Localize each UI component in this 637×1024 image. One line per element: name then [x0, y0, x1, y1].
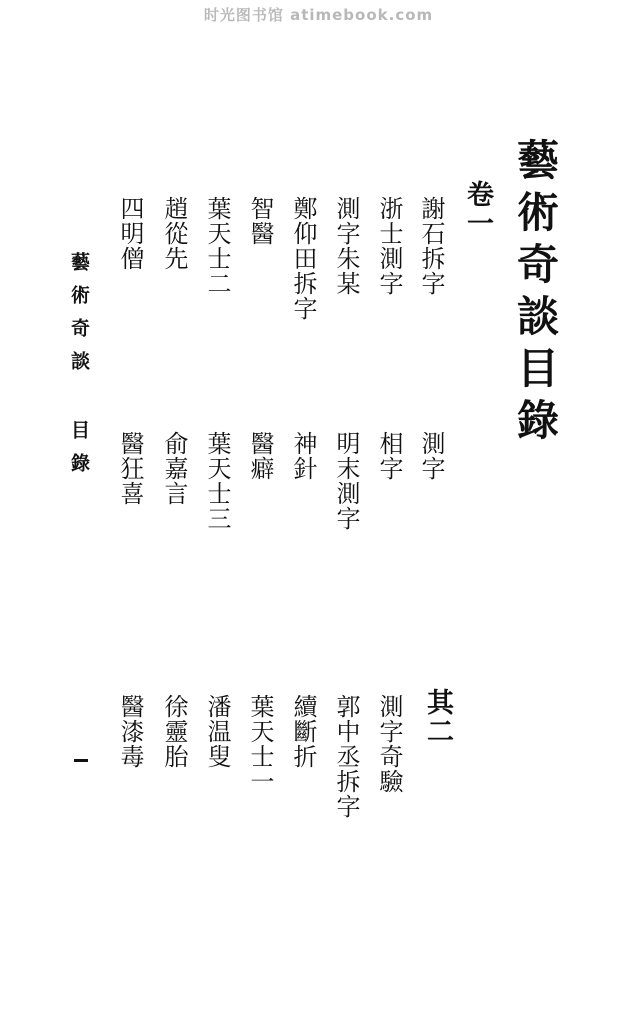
toc-entry: 葉天士三: [203, 431, 231, 531]
toc-entry: 郭中丞拆字: [332, 694, 360, 819]
toc-entry: 浙士測字: [375, 196, 403, 296]
toc-entry: 醫癖: [246, 431, 274, 481]
toc-entry: 續斷折: [289, 694, 317, 769]
margin-title: 藝術奇談 目錄: [68, 252, 90, 486]
watermark: 时光图书馆 atimebook.com: [203, 6, 434, 24]
page-number-mark: [74, 759, 88, 762]
toc-entry: 測字: [417, 431, 445, 481]
volume-heading-1: 卷一: [462, 180, 493, 238]
volume-heading-2: 其二: [422, 688, 453, 746]
toc-entry: 趙從先: [160, 196, 188, 271]
toc-entry: 鄭仰田拆字: [289, 196, 317, 321]
toc-entry: 謝石拆字: [417, 196, 445, 296]
toc-entry: 俞嘉言: [160, 431, 188, 506]
toc-entry: 醫漆毒: [116, 694, 144, 769]
toc-entry: 潘温叟: [203, 694, 231, 769]
toc-entry: 測字奇驗: [375, 694, 403, 794]
toc-entry: 測字朱某: [332, 196, 360, 296]
toc-entry: 神針: [289, 431, 317, 481]
toc-entry: 徐靈胎: [160, 694, 188, 769]
page-title: 藝術奇談目錄: [511, 138, 560, 450]
toc-entry: 葉天士二: [203, 196, 231, 296]
toc-entry: 醫狂喜: [116, 431, 144, 506]
toc-entry: 智醫: [246, 196, 274, 246]
toc-entry: 明末測字: [332, 431, 360, 531]
toc-entry: 四明僧: [116, 196, 144, 271]
toc-entry: 葉天士一: [246, 694, 274, 794]
toc-entry: 相字: [375, 431, 403, 481]
